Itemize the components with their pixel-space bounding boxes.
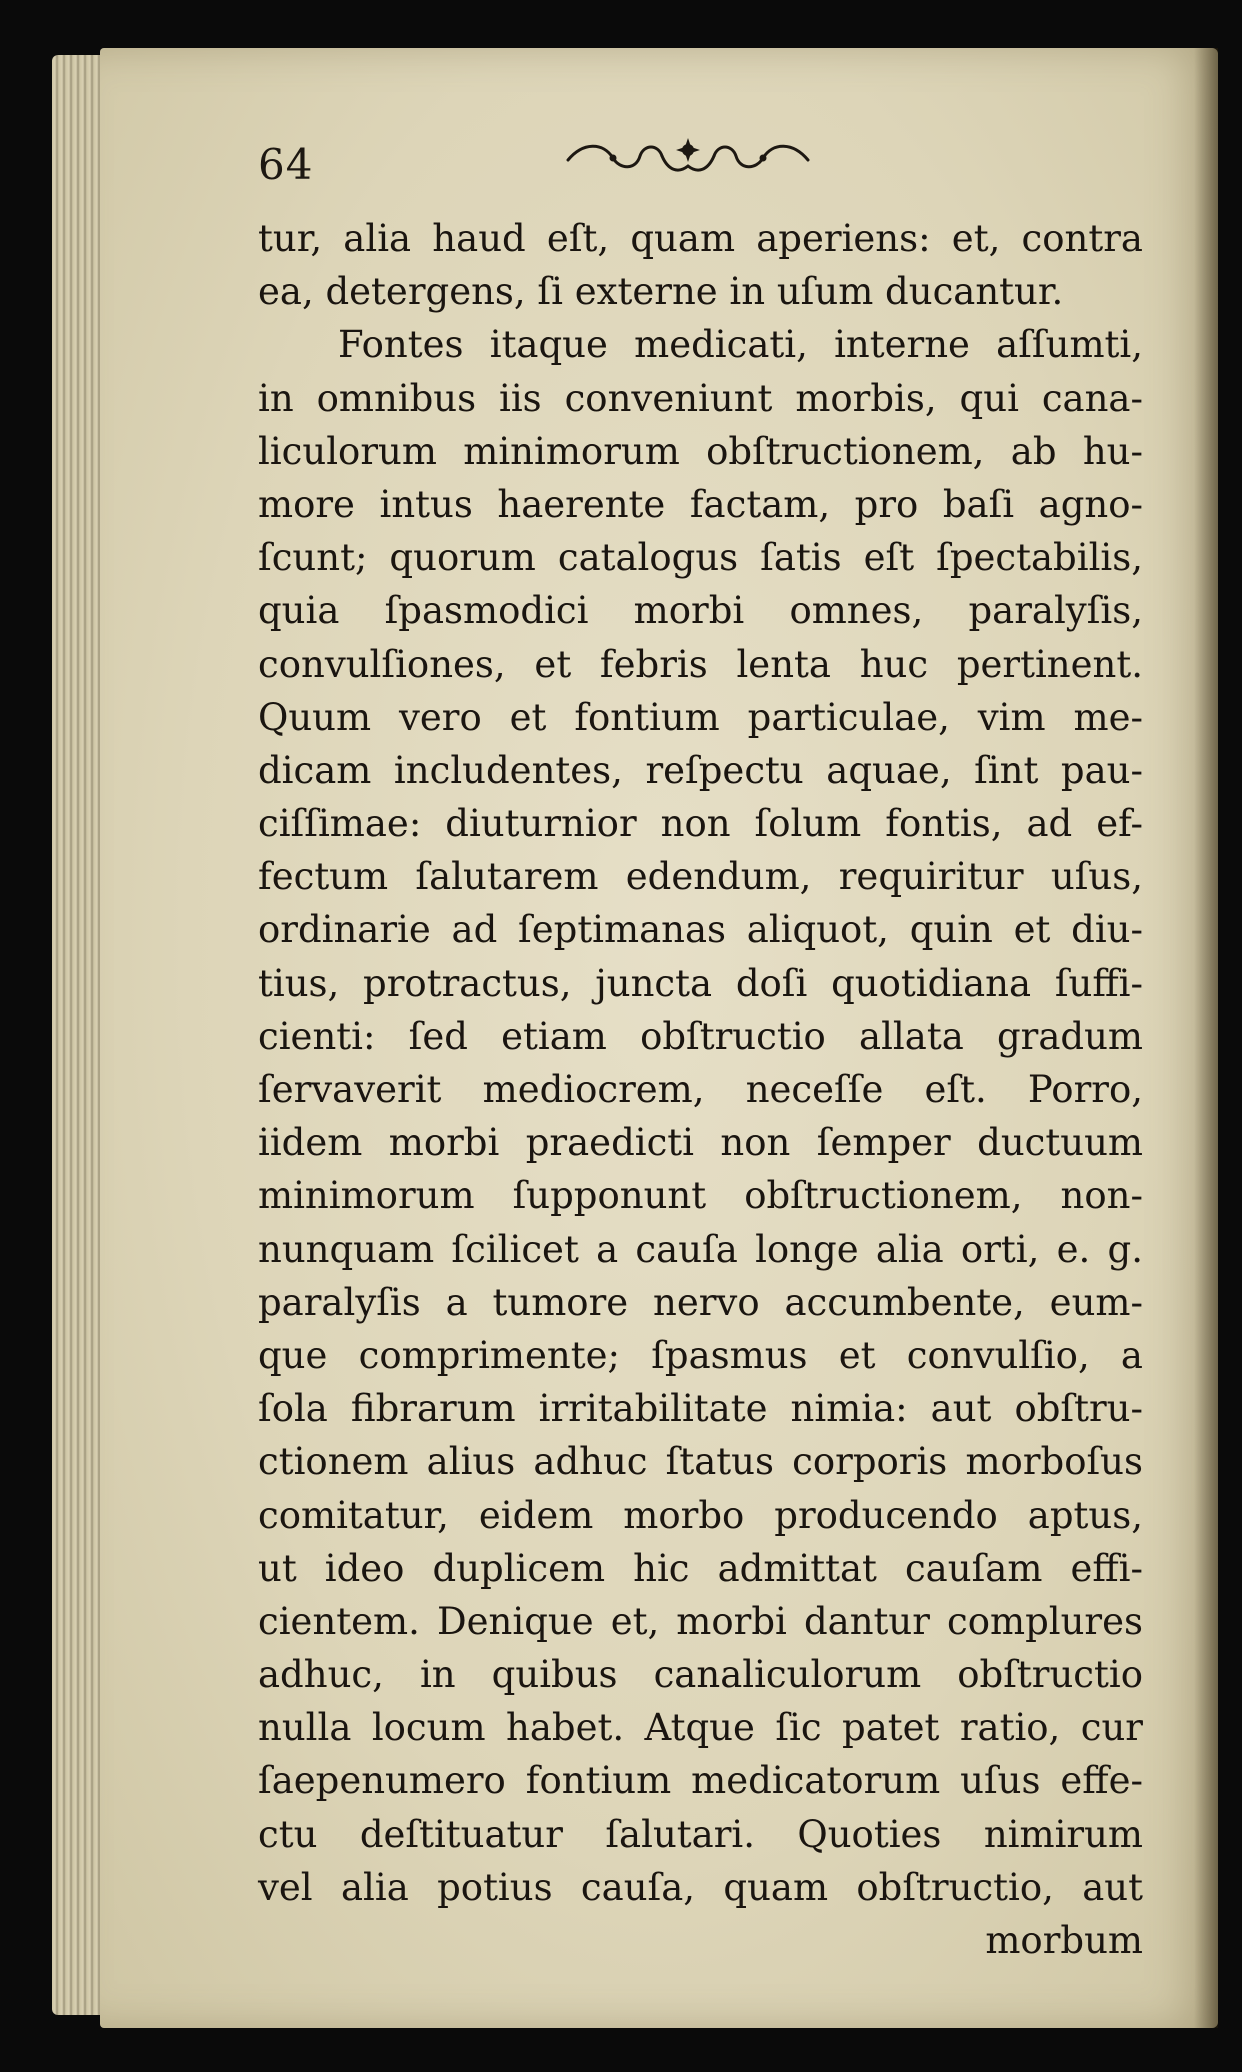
text-line: ſcunt; quorum catalogus ſatis eſt ſpectabilis, (258, 536, 1143, 580)
text-line: ea, detergens, ſi externe in uſum ducantur. (258, 270, 1064, 314)
text-line: tius, protractus, juncta doſi quotidiana ſuffi- (258, 961, 1143, 1005)
body-text (258, 212, 1143, 1967)
text-line: cientem. Denique et, morbi dantur complures (258, 1599, 1143, 1643)
page-number: 64 (258, 140, 314, 189)
text-line: nulla locum habet. Atque ſic patet ratio, cur (258, 1706, 1143, 1750)
text-line: ctionem alius adhuc ſtatus corporis morboſus (258, 1440, 1143, 1484)
text-line: comitatur, eidem morbo producendo aptus, (258, 1493, 1143, 1537)
text-line: cienti: ſed etiam obſtructio allata gradum (258, 1014, 1143, 1058)
text-line: fectum ſalutarem edendum, requiritur uſus, (258, 855, 1143, 899)
text-line: convulſiones, et febris lenta huc pertinent. (258, 642, 1143, 686)
text-line: iidem morbi praedicti non ſemper ductuum (258, 1121, 1143, 1165)
text-line: vel alia potius cauſa, quam obſtructio, aut (258, 1865, 1143, 1909)
text-line: nunquam ſcilicet a cauſa longe alia orti, e. g. (258, 1227, 1143, 1271)
text-line: paralyſis a tumore nervo accumbente, eum- (258, 1280, 1143, 1324)
text-line: dicam includentes, reſpectu aquae, ſint pau- (258, 748, 1143, 792)
text-line: que comprimente; ſpasmus et convulſio, a (258, 1333, 1143, 1377)
decorative-headpiece-icon (558, 130, 818, 190)
text-line: ciſſimae: diuturnior non ſolum fontis, ad ef- (258, 802, 1143, 846)
text-line: ſaepenumero fontium medicatorum uſus effe- (258, 1759, 1143, 1803)
text-line: liculorum minimorum obſtructionem, ab hu- (258, 429, 1143, 473)
page-gutter (1194, 48, 1218, 2028)
text-line: more intus haerente factam, pro baſi agno- (258, 482, 1143, 526)
text-line: tur, alia haud eſt, quam aperiens: et, contra (258, 217, 1143, 260)
text-line: ut ideo duplicem hic admittat cauſam effi- (258, 1546, 1143, 1590)
text-line: ctu deſtituatur ſalutari. Quoties nimirum (258, 1812, 1143, 1856)
text-line: minimorum ſupponunt obſtructionem, non- (258, 1174, 1143, 1218)
page-header (258, 130, 958, 190)
text-line: ordinarie ad ſeptimanas aliquot, quin et diu- (258, 908, 1143, 952)
text-line: Fontes itaque medicati, interne aſſumti, (338, 323, 1143, 367)
text-line: adhuc, in quibus canaliculorum obſtructio (258, 1653, 1143, 1697)
text-line: morbum (985, 1919, 1143, 1962)
text-line: in omnibus iis conveniunt morbis, qui cana- (258, 376, 1143, 420)
text-line: ſola fibrarum irritabilitate nimia: aut obſtru- (258, 1387, 1143, 1431)
text-line: quia ſpasmodici morbi omnes, paralyſis, (258, 589, 1143, 633)
text-line: Quum vero et fontium particulae, vim me- (258, 695, 1143, 739)
text-line: ſervaverit mediocrem, neceſſe eſt. Porro, (258, 1068, 1143, 1111)
